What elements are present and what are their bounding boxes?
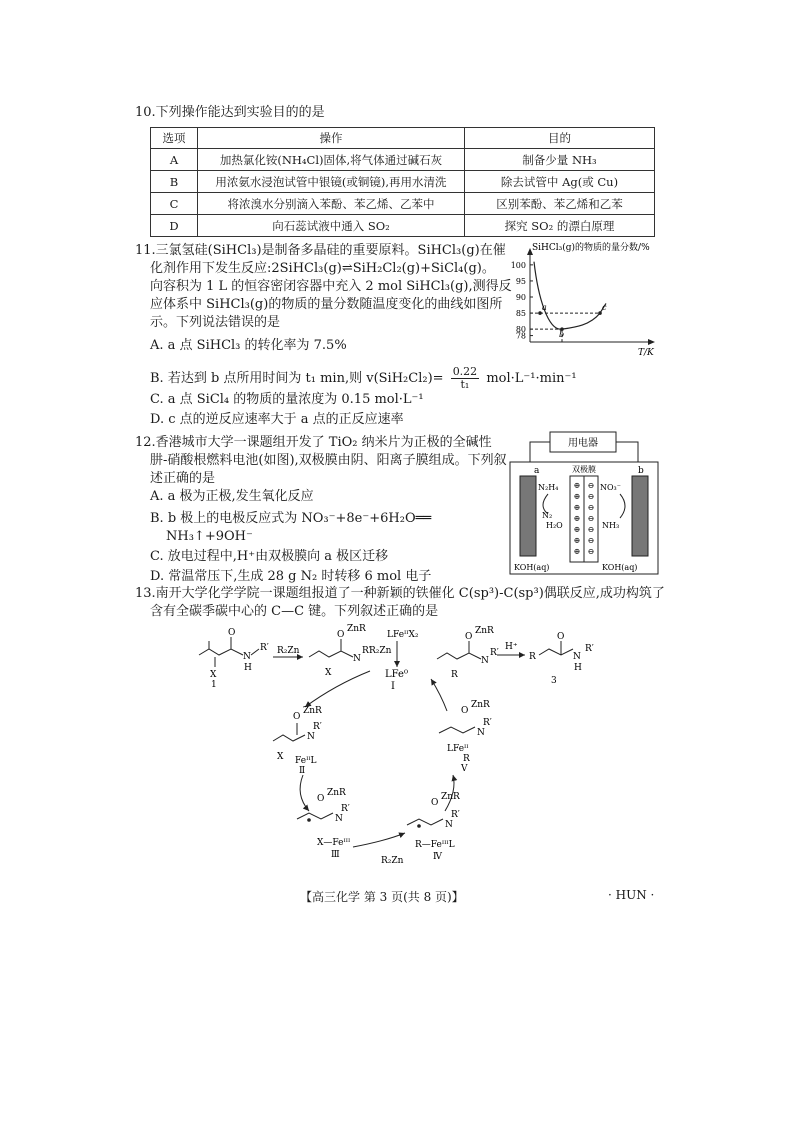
table-cell: 用浓氨水浸泡试管中银镜(或铜镜),再用水清洗 bbox=[198, 171, 465, 193]
cycle-arrow-V-I bbox=[431, 679, 447, 711]
catalyst-precursor: LFeᴵᴵX₂ bbox=[387, 630, 419, 640]
q12-option-a: A. a 极为正极,发生氧化反应 bbox=[150, 489, 314, 504]
svg-text:R′: R′ bbox=[260, 643, 269, 653]
svg-text:N: N bbox=[445, 820, 453, 830]
membrane-charge: ⊖ bbox=[587, 514, 595, 523]
table-row bbox=[151, 193, 655, 215]
footer-code: · HUN · bbox=[608, 888, 655, 902]
svg-text:H: H bbox=[574, 663, 582, 673]
membrane-charge: ⊖ bbox=[587, 503, 595, 512]
table-cell: 将浓溴水分别滴入苯酚、苯乙烯、乙苯中 bbox=[198, 193, 465, 215]
membrane-charge: ⊖ bbox=[587, 492, 595, 501]
svg-text:O: O bbox=[337, 630, 345, 640]
species-n2h4: N₂H₄ bbox=[538, 483, 559, 492]
electrolyte-left: KOH(aq) bbox=[514, 563, 550, 572]
species-V bbox=[439, 700, 492, 774]
fraction-numerator: 0.22 bbox=[452, 365, 478, 378]
fe2l-label: FeᴵᴵL bbox=[295, 756, 317, 766]
q13-line: 含有全碳季碳中心的 C—C 键。下列叙述正确的是 bbox=[150, 604, 439, 619]
fe-III-label: X—Feᴵᴵᴵ bbox=[317, 838, 351, 848]
species-nh3: NH₃ bbox=[602, 521, 620, 530]
chart-point-label: b bbox=[559, 330, 565, 340]
species-IV bbox=[407, 792, 460, 862]
znr-label: ZnR bbox=[327, 788, 346, 798]
svg-text:R: R bbox=[463, 754, 470, 764]
table-header: 操作 bbox=[198, 128, 465, 149]
electrode-a-label: a bbox=[534, 466, 540, 476]
membrane-charge: ⊖ bbox=[587, 547, 595, 556]
table-cell: D bbox=[151, 215, 198, 237]
y-tick-label: 80 bbox=[515, 325, 526, 335]
q12-option-c: C. 放电过程中,H⁺由双极膜向 a 极区迁移 bbox=[150, 549, 389, 564]
q10-stem: 10.下列操作能达到实验目的的是 bbox=[135, 105, 325, 120]
svg-text:X: X bbox=[210, 670, 217, 680]
y-tick-label: 78 bbox=[515, 331, 526, 341]
table-cell: B bbox=[151, 171, 198, 193]
svg-text:R′: R′ bbox=[313, 722, 322, 732]
table-header: 目的 bbox=[465, 128, 655, 149]
svg-text:R: R bbox=[529, 652, 536, 662]
membrane-charge: ⊖ bbox=[587, 536, 595, 545]
q12-option-b-cont: NH₃↑+9OH⁻ bbox=[166, 529, 253, 544]
membrane-charge: ⊕ bbox=[573, 503, 581, 512]
fe-IV-label: R—FeᴵᴵᴵL bbox=[415, 840, 455, 850]
species-h2o: H₂O bbox=[546, 521, 563, 530]
electrode-a bbox=[520, 476, 536, 556]
species-IV-label: Ⅳ bbox=[433, 852, 442, 862]
lfe-V-label: LFeᴵᴵ bbox=[447, 744, 469, 754]
precursor-reagent: R₂Zn bbox=[369, 646, 392, 656]
chart-point-label: c bbox=[602, 303, 607, 313]
y-tick-label: 85 bbox=[515, 309, 526, 319]
q12-option-d: D. 常温常压下,生成 28 g N₂ 时转移 6 mol 电子 bbox=[150, 569, 432, 584]
table-header-row bbox=[151, 128, 655, 149]
species-V-label: Ⅴ bbox=[461, 764, 468, 774]
species-II bbox=[273, 706, 322, 776]
membrane-charge: ⊕ bbox=[573, 492, 581, 501]
svg-text:R′: R′ bbox=[451, 810, 460, 820]
q11-stem bbox=[135, 242, 512, 332]
electrode-b bbox=[632, 476, 648, 556]
y-tick-label: 100 bbox=[510, 260, 526, 270]
y-tick-label: 90 bbox=[515, 293, 526, 302]
svg-text:N: N bbox=[353, 654, 361, 664]
svg-text:N: N bbox=[307, 732, 315, 742]
table-cell: 除去试管中 Ag(或 Cu) bbox=[465, 171, 655, 193]
acid-label: H⁺ bbox=[505, 642, 518, 652]
svg-text:R′: R′ bbox=[341, 804, 350, 814]
table-cell: 制备少量 NH₃ bbox=[465, 149, 655, 171]
table-row bbox=[151, 149, 655, 171]
svg-text:X: X bbox=[277, 752, 284, 762]
q12-stem bbox=[135, 434, 507, 488]
cycle-arrow-III-IV bbox=[353, 833, 405, 847]
species-I-label: Ⅰ bbox=[391, 681, 395, 692]
q11-option-d: D. c 点的逆反应速率大于 a 点的正反应速率 bbox=[150, 412, 404, 427]
q11-option-b bbox=[150, 366, 577, 391]
q11-option-c: C. a 点 SiCl₄ 的物质的量浓度为 0.15 mol·L⁻¹ bbox=[150, 392, 424, 407]
znr-label: ZnR bbox=[441, 792, 460, 802]
device-label: 用电器 bbox=[568, 438, 598, 449]
table-cell: 加热氯化铵(NH₄Cl)固体,将气体通过碱石灰 bbox=[198, 149, 465, 171]
membrane-charge: ⊕ bbox=[573, 481, 581, 490]
svg-text:R: R bbox=[451, 670, 458, 680]
svg-text:O: O bbox=[228, 628, 236, 638]
chart-ylabel: SiHCl₃(g)的物质的量分数/% bbox=[532, 243, 650, 253]
membrane-charge: ⊕ bbox=[573, 536, 581, 545]
table-header: 选项 bbox=[151, 128, 198, 149]
electrode-b-label: b bbox=[638, 466, 644, 476]
q13-line: 13.南开大学化学学院一课题组报道了一种新颖的铁催化 C(sp³)-C(sp³)偶联反应,成功构筑了 bbox=[135, 586, 665, 601]
table-row bbox=[151, 215, 655, 237]
table-row bbox=[151, 171, 655, 193]
compound-3 bbox=[529, 632, 594, 686]
membrane-label: 双极膜 bbox=[572, 465, 596, 474]
species-n2: N₂ bbox=[542, 511, 553, 520]
table-cell: 向石蕊试液中通入 SO₂ bbox=[198, 215, 465, 237]
q11-line: 应体系中 SiHCl₃(g)的物质的量分数随温度变化的曲线如图所 bbox=[150, 297, 503, 312]
q11-unit: mol·L⁻¹·min⁻¹ bbox=[486, 371, 577, 386]
q11-line: 向容积为 1 L 的恒容密闭容器中充入 2 mol SiHCl₃(g),测得反 bbox=[150, 279, 512, 294]
q12-option-b: B. b 极上的电极反应式为 NO₃⁻+8e⁻+6H₂O══ bbox=[150, 511, 432, 526]
znr-label: ZnR bbox=[347, 624, 366, 634]
q11-line: 11.三氯氢硅(SiHCl₃)是制备多晶硅的重要原料。SiHCl₃(g)在催 bbox=[135, 243, 506, 258]
q10-table bbox=[150, 127, 655, 237]
svg-text:R′: R′ bbox=[490, 648, 499, 658]
electrolyte-right: KOH(aq) bbox=[602, 563, 638, 572]
svg-text:N: N bbox=[573, 652, 581, 662]
svg-text:N: N bbox=[477, 728, 485, 738]
q11-option-a: A. a 点 SiHCl₃ 的转化率为 7.5% bbox=[150, 338, 347, 353]
species-no3: NO₃⁻ bbox=[600, 483, 621, 492]
table-cell: 区别苯酚、苯乙烯和乙苯 bbox=[465, 193, 655, 215]
membrane-charge: ⊕ bbox=[573, 525, 581, 534]
znr-label: ZnR bbox=[471, 700, 490, 710]
membrane-charge: ⊖ bbox=[587, 481, 595, 490]
compound-1-label: 1 bbox=[211, 680, 217, 690]
svg-text:N: N bbox=[481, 656, 489, 666]
svg-text:H: H bbox=[244, 663, 252, 673]
compound-1 bbox=[199, 628, 269, 690]
znr-label: ZnR bbox=[303, 706, 322, 716]
membrane-charge: ⊖ bbox=[587, 525, 595, 534]
compound-3-label: 3 bbox=[551, 676, 557, 686]
svg-text:R′: R′ bbox=[585, 644, 594, 654]
svg-text:R′: R′ bbox=[362, 646, 371, 656]
cell-diagram bbox=[508, 428, 660, 576]
table-cell: 探究 SO₂ 的漂白原理 bbox=[465, 215, 655, 237]
membrane-charge: ⊕ bbox=[573, 547, 581, 556]
x-axis-arrow bbox=[648, 339, 655, 345]
q11-option-b-text: B. 若达到 b 点所用时间为 t₁ min,则 v(SiH₂Cl₂)= bbox=[150, 371, 444, 386]
y-tick-label: 95 bbox=[515, 276, 526, 286]
q12-line: 12.香港城市大学一课题组开发了 TiO₂ 纳米片为正极的全碱性 bbox=[135, 435, 492, 450]
q11-line: 示。下列说法错误的是 bbox=[150, 315, 281, 330]
svg-text:O: O bbox=[293, 712, 301, 722]
cycle-arrow-II-III bbox=[300, 775, 309, 811]
q12-line: 述正确的是 bbox=[150, 471, 216, 486]
chart-point-label: a bbox=[542, 303, 547, 313]
svg-text:O: O bbox=[557, 632, 565, 642]
svg-text:R′: R′ bbox=[483, 718, 492, 728]
membrane-charge: ⊕ bbox=[573, 514, 581, 523]
q12-line: 肼-硝酸根燃料电池(如图),双极膜由阴、阳离子膜组成。下列叙 bbox=[150, 453, 507, 468]
species-II-label: Ⅱ bbox=[299, 766, 306, 776]
fraction-denominator: t₁ bbox=[460, 378, 470, 391]
species-III-label: Ⅲ bbox=[331, 850, 340, 860]
table-cell: A bbox=[151, 149, 198, 171]
enolate-intermediate bbox=[309, 624, 371, 678]
reagent-bottom: R₂Zn bbox=[381, 856, 404, 866]
chart-curve bbox=[534, 262, 606, 330]
svg-text:O: O bbox=[431, 798, 439, 808]
mechanism-diagram bbox=[185, 615, 655, 870]
svg-text:N: N bbox=[243, 652, 251, 662]
reagent-top: R₂Zn bbox=[277, 646, 300, 656]
zinc-enolate-product bbox=[437, 626, 499, 680]
page-footer: 【高三化学 第 3 页(共 8 页)】 bbox=[300, 890, 464, 904]
cycle-arrow-I-II bbox=[305, 671, 370, 707]
chart-xlabel: T/K bbox=[638, 348, 654, 358]
svg-text:O: O bbox=[461, 706, 469, 716]
svg-text:X: X bbox=[325, 668, 332, 678]
svg-text:O: O bbox=[317, 794, 325, 804]
table-cell: C bbox=[151, 193, 198, 215]
q11-chart bbox=[500, 238, 660, 358]
species-lfe0: LFe⁰ bbox=[385, 669, 408, 680]
znr-label: ZnR bbox=[475, 626, 494, 636]
q11-fraction bbox=[451, 366, 480, 391]
svg-text:N: N bbox=[335, 814, 343, 824]
q11-line: 化剂作用下发生反应:2SiHCl₃(g)⇌SiH₂Cl₂(g)+SiCl₄(g)。 bbox=[150, 261, 495, 276]
species-III bbox=[297, 788, 350, 860]
svg-text:O: O bbox=[465, 632, 473, 642]
